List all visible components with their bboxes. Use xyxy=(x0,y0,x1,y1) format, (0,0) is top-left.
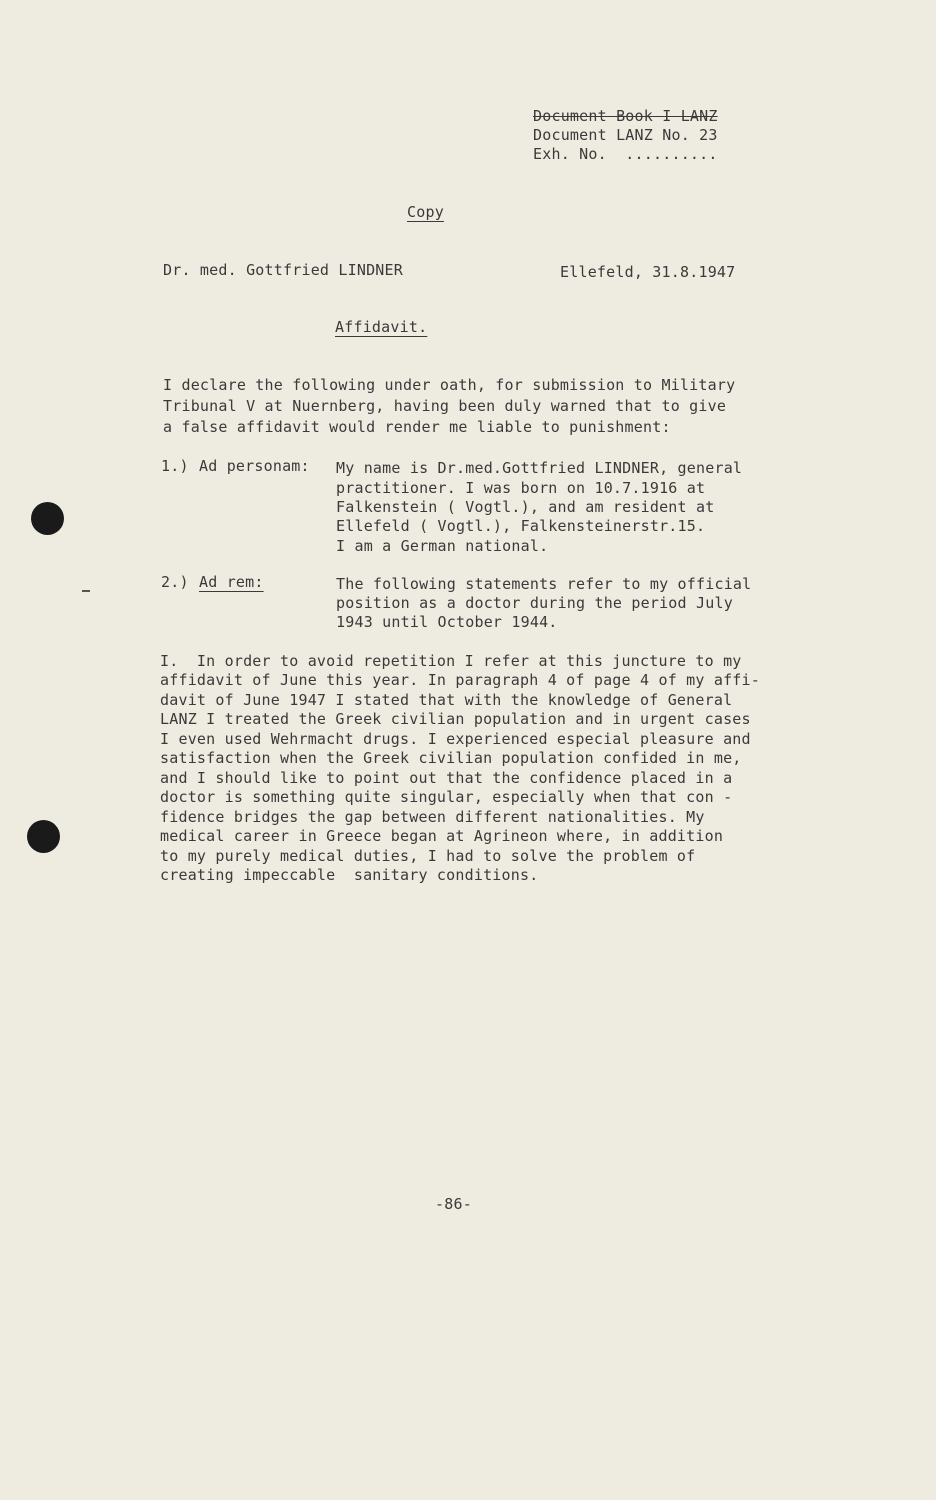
section-label: Ad rem: xyxy=(199,573,264,591)
page-number: -86- xyxy=(435,1195,472,1213)
body-line: doctor is something quite singular, especially when that con - xyxy=(160,788,733,806)
punch-hole-top xyxy=(31,502,64,535)
section-line: Falkenstein ( Vogtl.), and am resident at xyxy=(336,498,715,516)
section-line: practitioner. I was born on 10.7.1916 at xyxy=(336,479,706,497)
body-line: davit of June 1947 I stated that with the knowledge of General xyxy=(160,691,733,709)
section-line: 1943 until October 1944. xyxy=(336,613,558,631)
document-number-line: Document LANZ No. 23 xyxy=(533,126,718,144)
body-line: medical career in Greece began at Agrineon where, in addition xyxy=(160,827,724,845)
body-line: creating impeccable sanitary conditions. xyxy=(160,866,539,884)
section-line: I am a German national. xyxy=(336,537,549,555)
section-label: Ad personam: xyxy=(199,457,310,475)
section-line: Ellefeld ( Vogtl.), Falkensteinerstr.15. xyxy=(336,517,706,535)
margin-mark xyxy=(82,590,90,592)
section-line: position as a doctor during the period July xyxy=(336,594,733,612)
body-line: to my purely medical duties, I had to solve the problem of xyxy=(160,847,696,865)
author-name: Dr. med. Gottfried LINDNER xyxy=(163,261,403,279)
section-number: 2.) xyxy=(161,573,189,591)
body-line: and I should like to point out that the confidence placed in a xyxy=(160,769,733,787)
body-line: satisfaction when the Greek civilian population confided in me, xyxy=(160,749,742,767)
body-line: affidavit of June this year. In paragraph 4 of page 4 of my affi- xyxy=(160,671,760,689)
body-line: fidence bridges the gap between different nationalities. My xyxy=(160,808,705,826)
section-line: My name is Dr.med.Gottfried LINDNER, general xyxy=(336,459,743,477)
punch-hole-bottom xyxy=(27,820,60,853)
section-number: 1.) xyxy=(161,457,189,475)
body-line: I. In order to avoid repetition I refer at this juncture to my xyxy=(160,652,742,670)
intro-line: a false affidavit would render me liable to punishment: xyxy=(163,418,671,436)
place-date: Ellefeld, 31.8.1947 xyxy=(560,263,736,281)
body-line: I even used Wehrmacht drugs. I experienced especial pleasure and xyxy=(160,730,751,748)
section-line: The following statements refer to my official xyxy=(336,575,752,593)
body-line: LANZ I treated the Greek civilian population and in urgent cases xyxy=(160,710,751,728)
document-title: Affidavit. xyxy=(335,318,428,336)
intro-line: I declare the following under oath, for submission to Military xyxy=(163,376,736,394)
exhibit-number-line: Exh. No. .......... xyxy=(533,145,718,163)
intro-line: Tribunal V at Nuernberg, having been duly warned that to give xyxy=(163,397,727,415)
copy-label: Copy xyxy=(407,203,444,221)
document-book-line: Document Book I LANZ xyxy=(533,107,718,125)
